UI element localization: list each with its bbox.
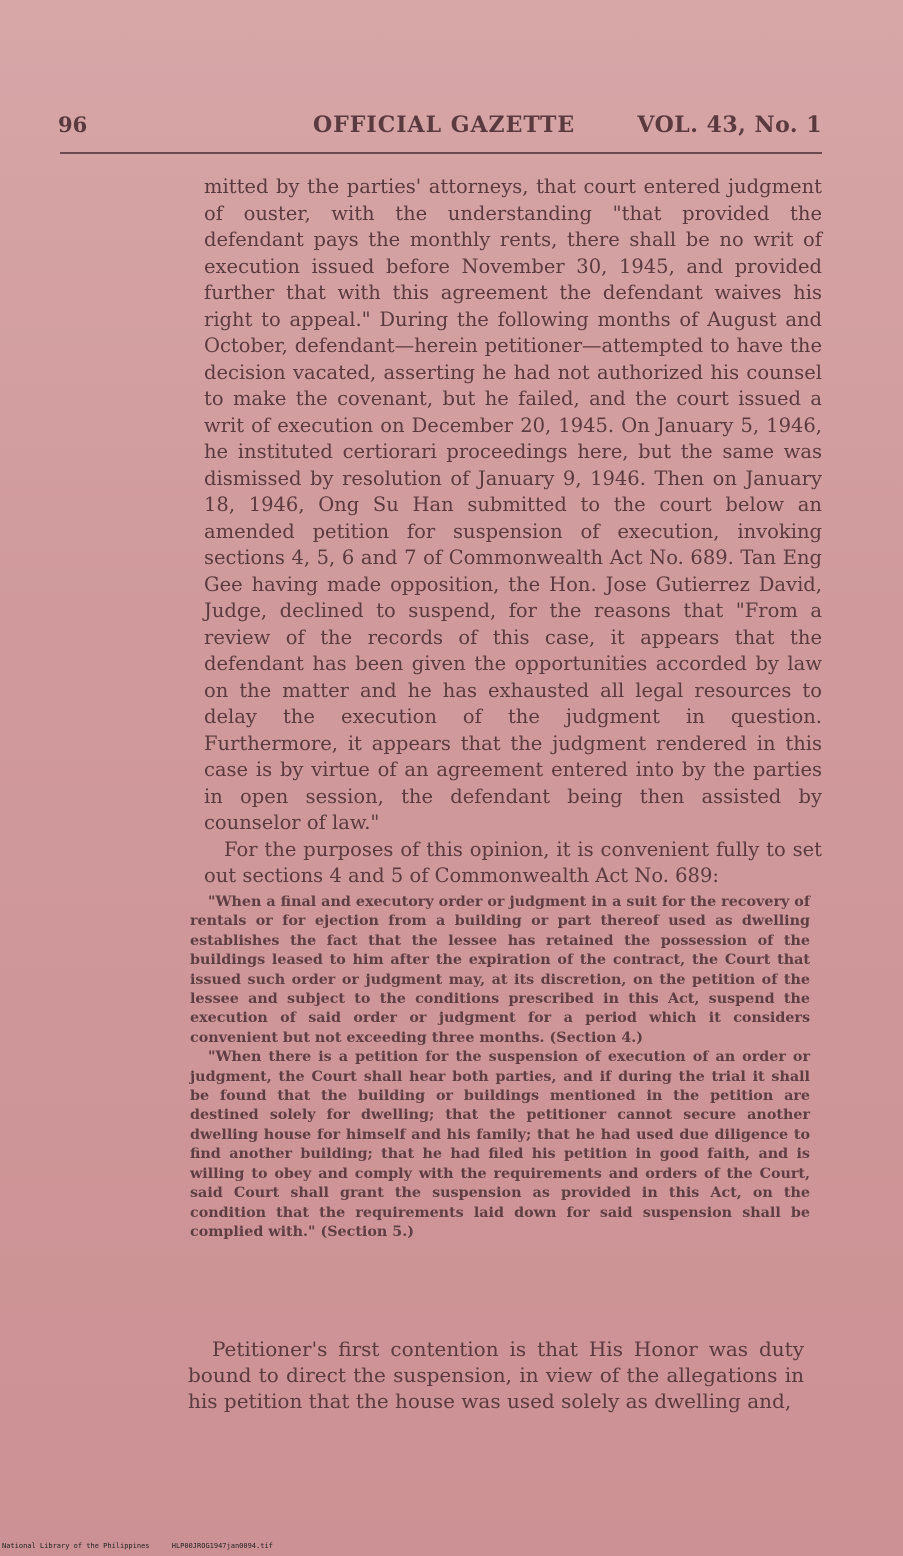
- publication-title: OFFICIAL GAZETTE: [313, 112, 576, 138]
- quoted-section-5: "When there is a petition for the suspension of execution of an order or judgment, the Court shall hear both parties, and if during the trial it shall be found that the building or buildings mentioned in the petition are destined solely for dwelling; that the petitioner cannot secure another dwelling house for himself and his family; that he had used due diligence to find another building; that he had filed his petition in good faith, and is willing to obey and comply with the requirements and orders of the Court, said Court shall grant the suspension as provided in this Act, on the condition that the requirements laid down for said suspension shall be complied with." (Section 5.): [190, 1049, 810, 1240]
- closing-text: [188, 1336, 804, 1414]
- volume-number: VOL. 43, No. 1: [637, 112, 822, 138]
- scan-footer: [2, 1542, 402, 1554]
- body-text: [204, 174, 822, 890]
- file-identifier: HLP00JROG1947jan0094.tif: [171, 1542, 273, 1550]
- statute-quotation: [190, 893, 810, 1242]
- quoted-section-4: "When a final and executory order or judgment in a suit for the recovery of rentals or for ejection from a building or part thereof used as dwelling establishes the fact that the lessee has retained the possession of the buildings leased to him after the expiration of the contract, the Court that issued such order or judgment may, at its discretion, on the petition of the lessee and subject to the conditions prescribed in this Act, suspend the execution of said order or judgment for a period which it considers convenient but not exceeding three months. (Section 4.): [190, 894, 810, 1046]
- page-number: 96: [58, 112, 88, 137]
- header-rule: [60, 152, 822, 154]
- library-credit: National Library of the Philippines: [2, 1542, 150, 1550]
- page-header: [58, 112, 822, 146]
- body-paragraph: For the purposes of this opinion, it is convenient fully to set out sections 4 and 5 of Commonwealth Act No. 689:: [204, 837, 822, 887]
- closing-paragraph: Petitioner's first contention is that His Honor was duty bound to direct the suspension, in view of the allegations in his petition that the house was used solely as dwelling and,: [188, 1337, 804, 1413]
- body-paragraph: mitted by the parties' attorneys, that court entered judgment of ouster, with the understanding "that provided the defendant pays the monthly rents, there shall be no writ of execution issued before November 30, 1945, and provided further that with this agreement the defendant waives his right to appeal." During the following months of August and October, defendant—herein petitioner—attempted to have the decision vacated, asserting he had not authorized his counsel to make the covenant, but he failed, and the court issued a writ of execution on December 20, 1945. On January 5, 1946, he instituted certiorari proceedings here, but the same was dismissed by resolution of January 9, 1946. Then on January 18, 1946, Ong Su Han submitted to the court below an amended petition for suspension of execution, invoking sections 4, 5, 6 and 7 of Commonwealth Act No. 689. Tan Eng Gee having made opposition, the Hon. Jose Gutierrez David, Judge, declined to suspend, for the reasons that "From a review of the records of this case, it appears that the defendant has been given the opportunities accorded by law on the matter and he has exhausted all legal resources to delay the execution of the judgment in question. Furthermore, it appears that the judgment rendered in this case is by virtue of an agreement entered into by the parties in open session, the defendant being then assisted by counselor of law.": [204, 175, 822, 834]
